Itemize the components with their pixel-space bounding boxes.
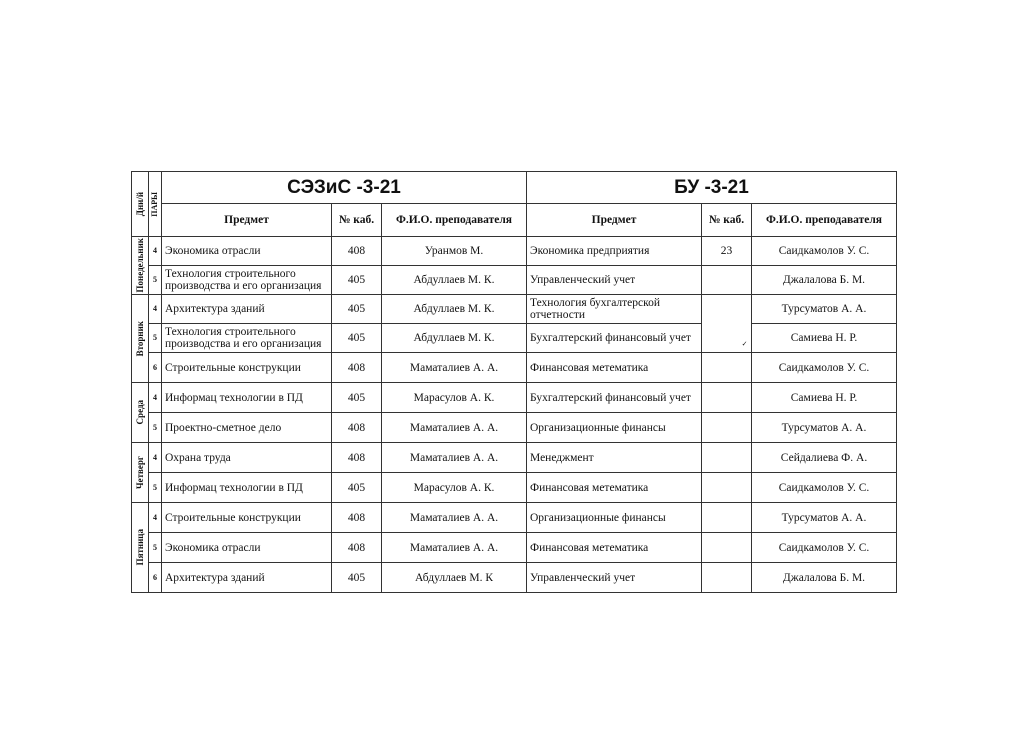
teacher-left: Абдуллаев М. К: [382, 563, 527, 593]
room-left: 405: [332, 563, 382, 593]
pair-number: 5: [149, 324, 162, 353]
table-row: [132, 353, 897, 383]
subject-left: Экономика отрасли: [162, 533, 332, 563]
subject-right: Организационные финансы: [527, 413, 702, 443]
teacher-left: Марасулов А. К.: [382, 383, 527, 413]
scan-mark: ✓: [741, 340, 748, 349]
subject-left: Архитектура зданий: [162, 563, 332, 593]
table-row: [132, 295, 897, 324]
teacher-right: Сейдалиева Ф. А.: [752, 443, 897, 473]
teacher-right: Турсуматов А. А.: [752, 295, 897, 324]
group-title-left: СЭЗиС -3-21: [162, 172, 527, 204]
room-left: 408: [332, 413, 382, 443]
room-left: 405: [332, 295, 382, 324]
subject-right: Технология бухгалтерской отчетности: [527, 295, 702, 324]
room-right: [702, 324, 752, 353]
teacher-left: Абдуллаев М. К.: [382, 266, 527, 295]
subject-left: Информац технологии в ПД: [162, 473, 332, 503]
room-right: [702, 413, 752, 443]
pair-number: 5: [149, 266, 162, 295]
table-row: [132, 563, 897, 593]
teacher-right: Саидкамолов У. С.: [752, 473, 897, 503]
pair-number: 5: [149, 413, 162, 443]
pair-number: 4: [149, 503, 162, 533]
teacher-left: Маматалиев А. А.: [382, 353, 527, 383]
teacher-left: Абдуллаев М. К.: [382, 295, 527, 324]
pair-number: 4: [149, 295, 162, 324]
room-left: 408: [332, 443, 382, 473]
col-teacher-right: Ф.И.О. преподавателя: [752, 204, 897, 237]
room-left: 408: [332, 237, 382, 266]
table-row: [132, 443, 897, 473]
subject-right: Организационные финансы: [527, 503, 702, 533]
subject-left: Информац технологии в ПД: [162, 383, 332, 413]
subject-right: Экономика предприятия: [527, 237, 702, 266]
teacher-left: Марасулов А. К.: [382, 473, 527, 503]
subject-left: Охрана труда: [162, 443, 332, 473]
teacher-right: Саидкамолов У. С.: [752, 237, 897, 266]
day-thursday: Четверг: [132, 443, 149, 503]
pair-number: 4: [149, 383, 162, 413]
teacher-right: Джалалова Б. М.: [752, 266, 897, 295]
pair-number: 4: [149, 237, 162, 266]
subject-left: Проектно-сметное дело: [162, 413, 332, 443]
teacher-right: Саидкамолов У. С.: [752, 533, 897, 563]
subject-right: Бухгалтерский финансовый учет: [527, 383, 702, 413]
room-right: [702, 383, 752, 413]
room-left: 405: [332, 473, 382, 503]
subject-right: Бухгалтерский финансовый учет: [527, 324, 702, 353]
pair-number: 4: [149, 443, 162, 473]
subject-right: Финансовая метематика: [527, 473, 702, 503]
subject-left: Экономика отрасли: [162, 237, 332, 266]
col-subject-right: Предмет: [527, 204, 702, 237]
subject-left: Технология строительного производства и его организация: [162, 324, 332, 353]
col-room-left: № каб.: [332, 204, 382, 237]
room-right: [702, 563, 752, 593]
teacher-left: Маматалиев А. А.: [382, 413, 527, 443]
subject-right: Финансовая метематика: [527, 353, 702, 383]
pair-number: 5: [149, 473, 162, 503]
teacher-right: Турсуматов А. А.: [752, 413, 897, 443]
subject-right: Финансовая метематика: [527, 533, 702, 563]
col-subject-left: Предмет: [162, 204, 332, 237]
subject-right: Управленческий учет: [527, 563, 702, 593]
teacher-right: Турсуматов А. А.: [752, 503, 897, 533]
room-left: 408: [332, 503, 382, 533]
table-row: [132, 324, 897, 353]
table-row: [132, 383, 897, 413]
pair-number: 5: [149, 533, 162, 563]
room-left: 405: [332, 324, 382, 353]
room-left: 408: [332, 353, 382, 383]
group-title-right: БУ -3-21: [527, 172, 897, 204]
subject-right: Менеджмент: [527, 443, 702, 473]
col-room-right: № каб.: [702, 204, 752, 237]
room-right: [702, 266, 752, 295]
teacher-left: Маматалиев А. А.: [382, 503, 527, 533]
pair-number: 6: [149, 353, 162, 383]
subject-right: Управленческий учет: [527, 266, 702, 295]
teacher-right: Самиева Н. Р.: [752, 324, 897, 353]
room-right: [702, 533, 752, 563]
table-row: [132, 413, 897, 443]
table-row: [132, 503, 897, 533]
teacher-right: Джалалова Б. М.: [752, 563, 897, 593]
teacher-right: Саидкамолов У. С.: [752, 353, 897, 383]
day-tuesday: Вторник: [132, 295, 149, 383]
room-left: 405: [332, 383, 382, 413]
room-right: [702, 473, 752, 503]
teacher-left: Уранмов М.: [382, 237, 527, 266]
pair-number: 6: [149, 563, 162, 593]
schedule-sheet: [131, 171, 897, 593]
teacher-left: Абдуллаев М. К.: [382, 324, 527, 353]
subject-left: Архитектура зданий: [162, 295, 332, 324]
table-row: [132, 237, 897, 266]
schedule-table: [131, 171, 897, 593]
col-teacher-left: Ф.И.О. преподавателя: [382, 204, 527, 237]
subject-left: Технология строительного производства и его организация: [162, 266, 332, 295]
teacher-right: Самиева Н. Р.: [752, 383, 897, 413]
subject-left: Строительные конструкции: [162, 353, 332, 383]
days-header: Дни/й: [132, 172, 149, 237]
subject-left: Строительные конструкции: [162, 503, 332, 533]
day-friday: Пятница: [132, 503, 149, 593]
teacher-left: Маматалиев А. А.: [382, 443, 527, 473]
teacher-left: Маматалиев А. А.: [382, 533, 527, 563]
room-right: [702, 295, 752, 324]
room-right: [702, 443, 752, 473]
table-row: [132, 473, 897, 503]
room-left: 408: [332, 533, 382, 563]
room-right: [702, 503, 752, 533]
day-monday: Понедельник: [132, 237, 149, 295]
room-right: [702, 353, 752, 383]
day-wednesday: Среда: [132, 383, 149, 443]
table-row: [132, 266, 897, 295]
table-row: [132, 533, 897, 563]
pairs-header: ПАРЫ: [149, 172, 162, 237]
room-left: 405: [332, 266, 382, 295]
room-right: 23: [702, 237, 752, 266]
